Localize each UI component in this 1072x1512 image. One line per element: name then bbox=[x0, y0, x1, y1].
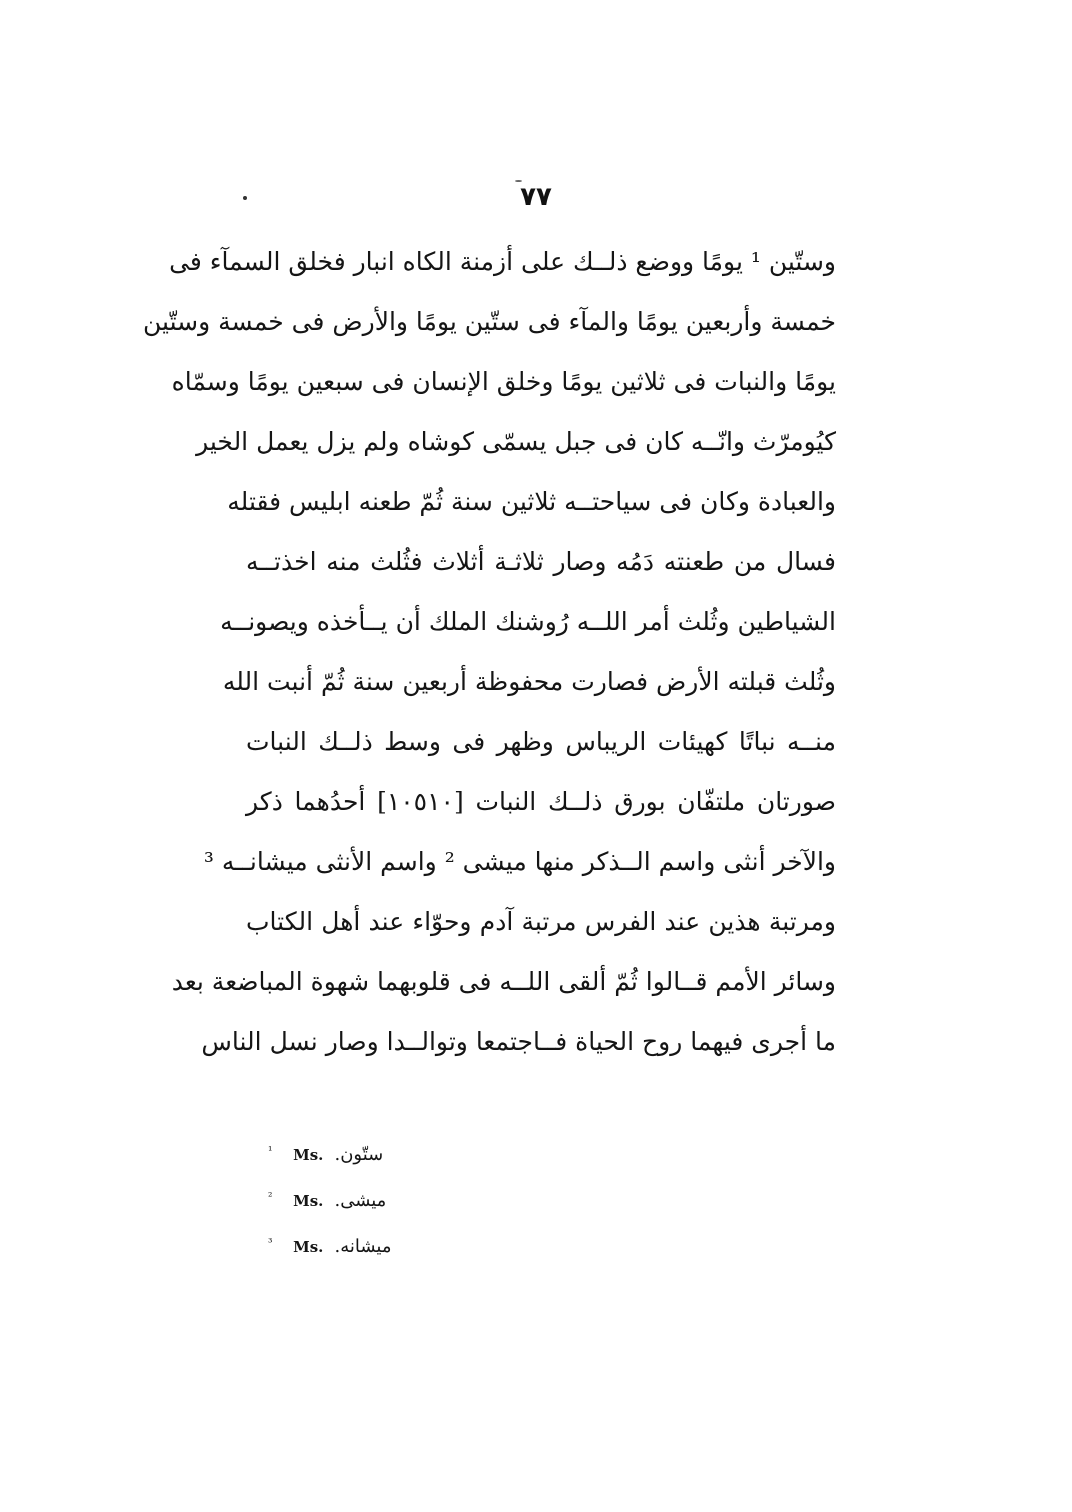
footnote-text: ميشى. bbox=[334, 1190, 387, 1211]
footnote-text: ميشانه. bbox=[334, 1236, 392, 1257]
text-line: كيُومرّث وانّــه كان فى جبل يسمّى كوشاه ولم يزل يعمل الخير bbox=[196, 427, 836, 456]
text-line: صورتان ملتفّان بورق ذلــك النبات [١٠٥١٠] أحدُهما ذكر bbox=[246, 787, 836, 816]
text-line: وستّين ¹ يومًا ووضع ذلــك على أزمنة الكاه انبار فخلق السمآء فى bbox=[169, 247, 836, 276]
footnote-marker: ² bbox=[268, 1190, 273, 1203]
text-line: منــه نباتًا كهيئات الريباس وظهر فى وسط ذلــك النبات bbox=[246, 727, 836, 756]
footnote-ms-label: Ms. bbox=[293, 1238, 324, 1256]
footnote-marker: ³ bbox=[268, 1236, 273, 1249]
text-line: وسائر الأمم قــالوا ثُمّ ألقى اللــه فى قلوبهما شهوة المباضعة بعد bbox=[171, 967, 836, 996]
footnote bbox=[268, 1178, 568, 1224]
page-number: ٧٧ bbox=[520, 182, 552, 212]
main-text bbox=[143, 232, 836, 1072]
text-line: ومرتبة هذين عند الفرس مرتبة آدم وحوّاء عند أهل الكتاب bbox=[246, 907, 836, 936]
text-line: الشياطين وثُلث أمر اللــه رُوشنك الملك أن يــأخذه ويصونــه bbox=[220, 607, 836, 636]
footnotes bbox=[268, 1132, 568, 1270]
text-line: فسال من طعنته دَمُه وصار ثلاثـة أثلاث فثُلث منه اخذتــه bbox=[246, 547, 836, 576]
text-line: والآخر أنثى واسم الــذكر منها ميشى ² واسم الأنثى ميشانــه ³ bbox=[203, 847, 836, 876]
text-line: وثُلث قبلته الأرض فصارت محفوظة أربعين سنة ثُمّ أنبت الله bbox=[222, 667, 836, 696]
text-line: خمسة وأربعين يومًا والمآء فى ستّين يومًا والأرض فى خمسة وستّين bbox=[143, 307, 836, 336]
footnote-ms-label: Ms. bbox=[293, 1146, 324, 1164]
footnote-text: ستّون. bbox=[334, 1144, 384, 1165]
footnote bbox=[268, 1224, 568, 1270]
text-line: ما أجرى فيهما روح الحياة فــاجتمعا وتوالــدا وصار نسل الناس bbox=[201, 1027, 836, 1056]
footnote bbox=[268, 1132, 568, 1178]
text-line: يومًا والنبات فى ثلاثين يومًا وخلق الإنسان فى سبعين يومًا وسمّاه bbox=[171, 367, 836, 396]
text-line: والعبادة وكان فى سياحتــه ثلاثين سنة ثُمّ طعنه ابليس فقتله bbox=[227, 487, 836, 516]
footnote-ms-label: Ms. bbox=[293, 1192, 324, 1210]
footnote-marker: ¹ bbox=[268, 1144, 273, 1157]
